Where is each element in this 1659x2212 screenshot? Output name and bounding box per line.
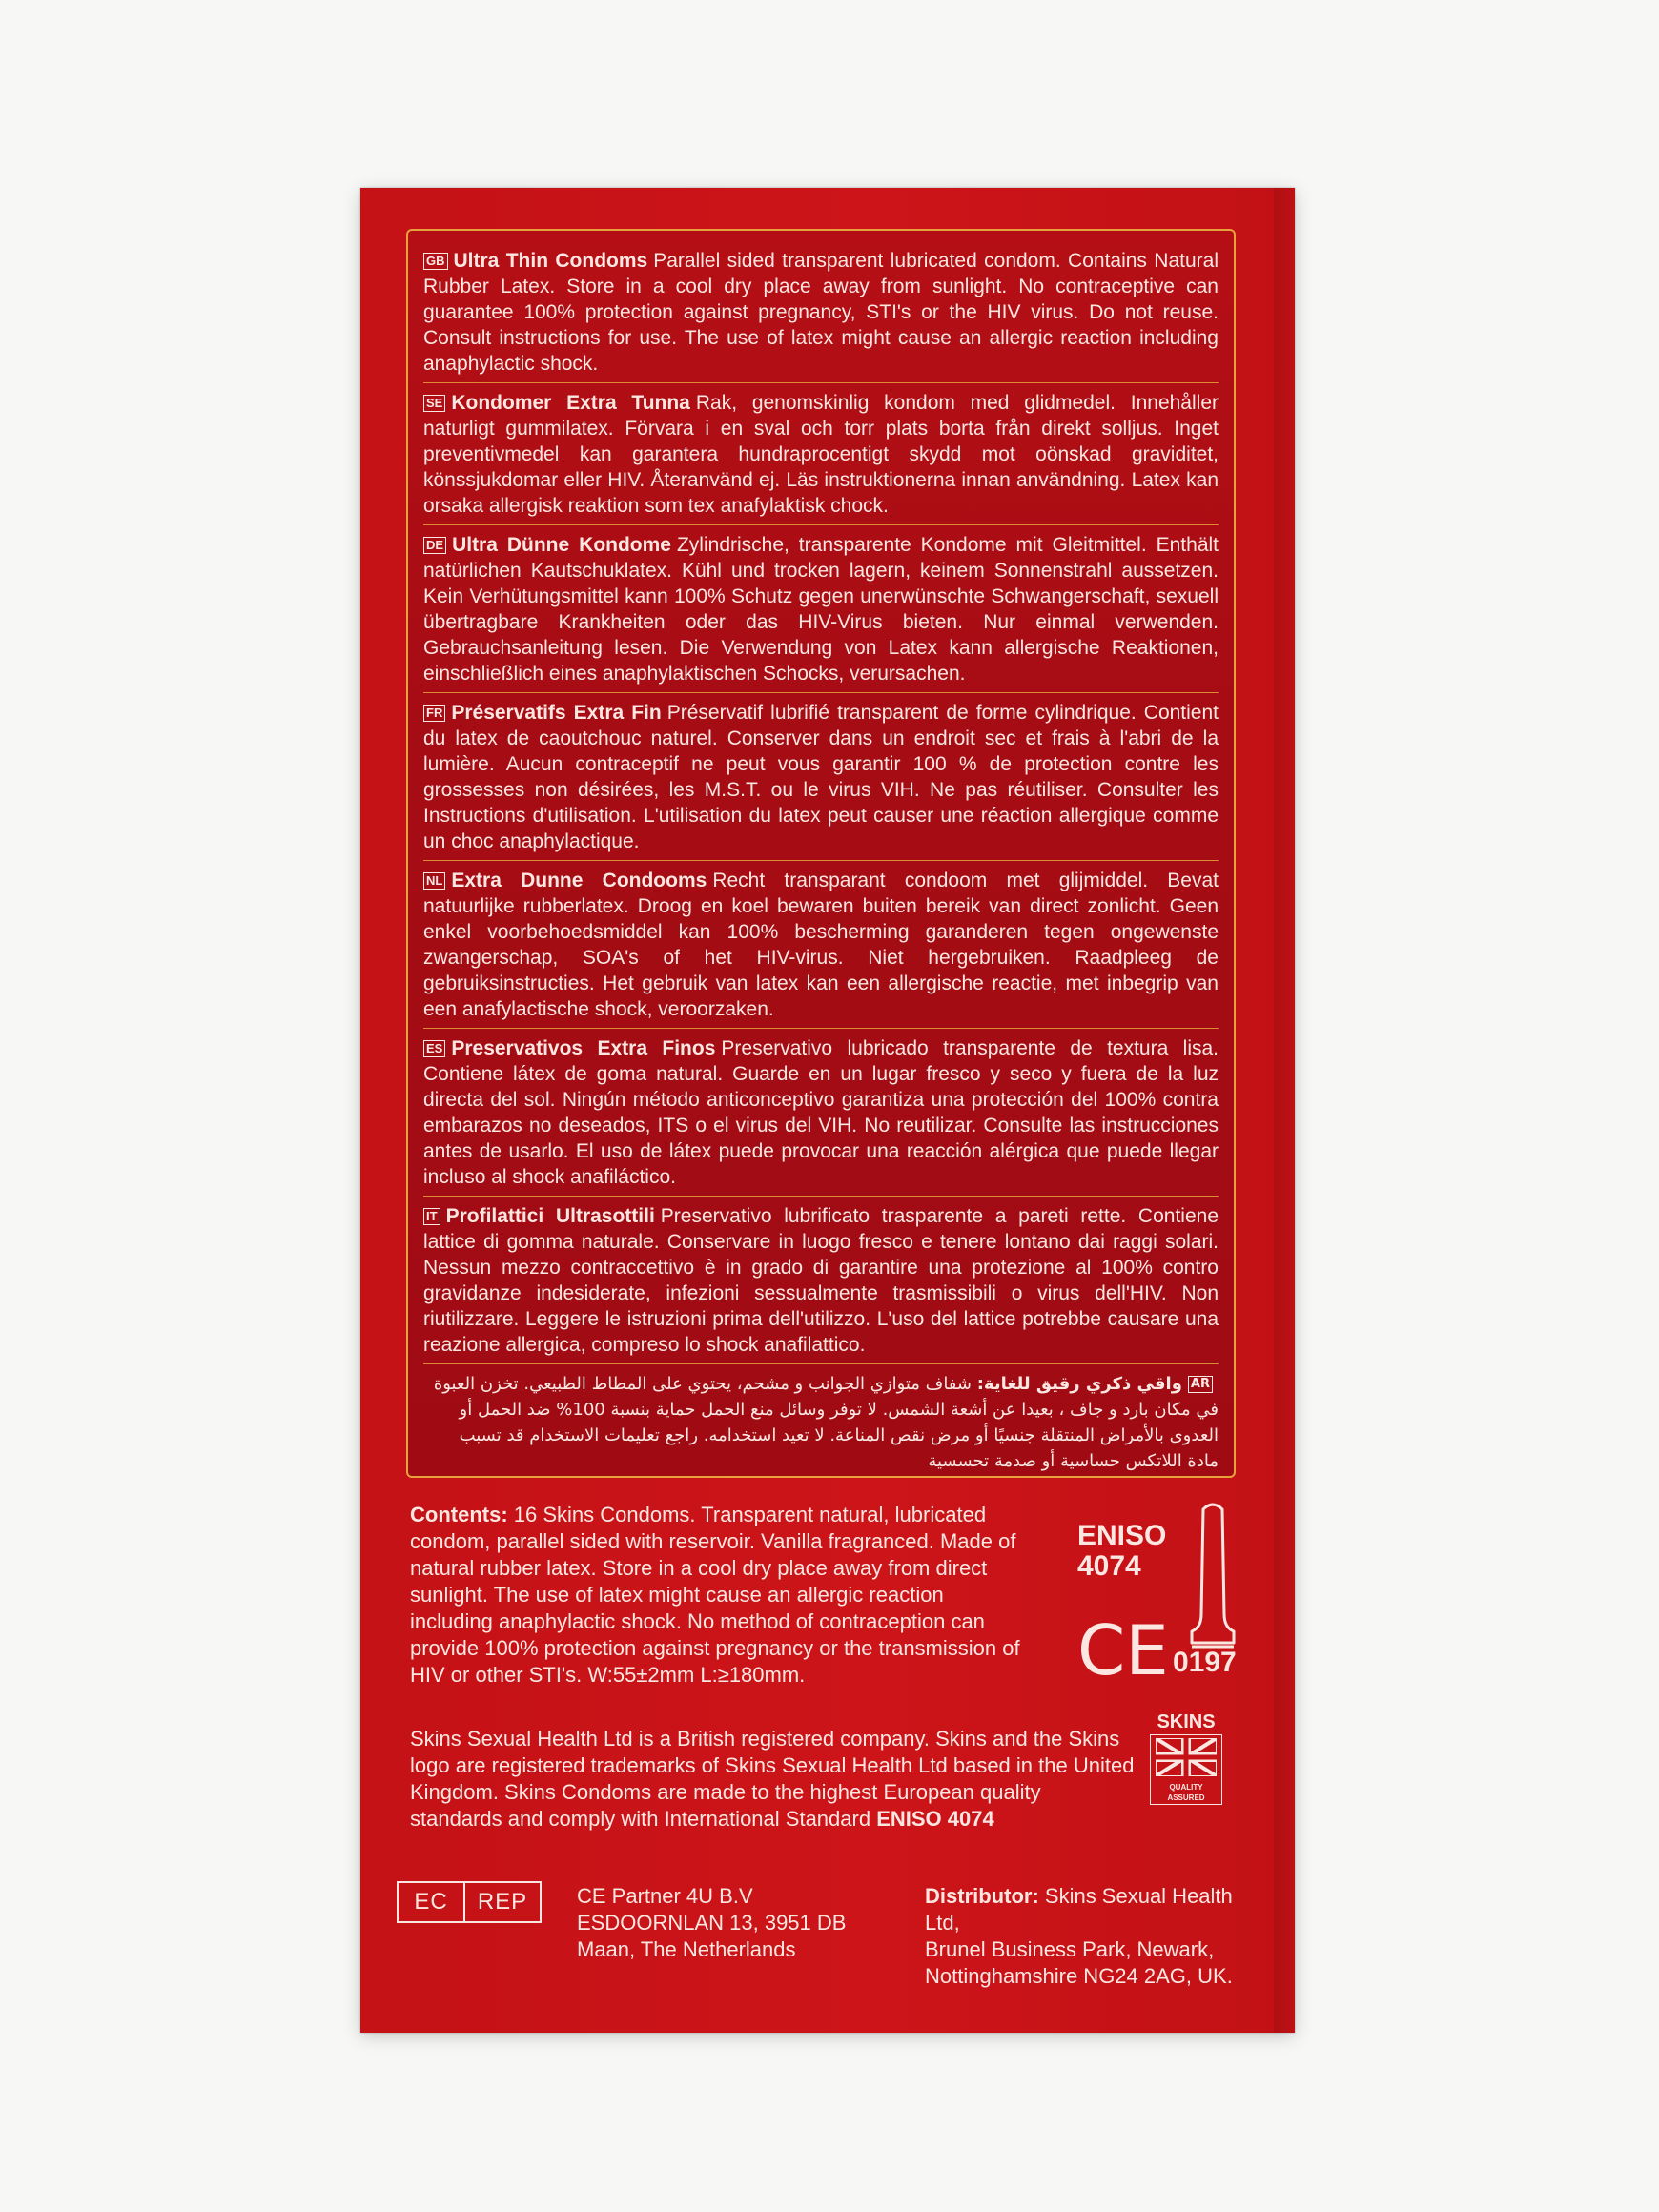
- union-flag-icon: [1156, 1738, 1217, 1776]
- lang-text-gb: Parallel sided transparent lubricated condom. Contains Natural Rubber Latex. Store in a cool dry place away from sunlight. No contraceptive can guarantee 100% protection against pregnancy, STI's or the HIV virus. Do not reuse. Consult instructions for use. The use of latex might cause an allergic reaction including anaphylactic shock.: [423, 250, 1219, 375]
- distributor-line-2: Brunel Business Park, Newark,: [925, 1937, 1215, 1961]
- lang-text-ar: شفاف متوازي الجوانب و مشحم، يحتوي على المطاط الطبيعي. تخزن العبوة في مكان بارد و جاف ، بعيدا عن أشعة الشمس. لا توفر وسائل منع الحمل حماية بنسبة 100% ضد الحمل أو العدوى بالأمراض المنتقلة جنسيًا أو مرض نقص المناعة. لا تعيد استخدامه. راجع تعليمات الاستخدام قد تسبب مادة اللاتكس حساسية أو صدمة تحسسية: [433, 1374, 1219, 1471]
- flag-code-de: DE: [423, 537, 446, 554]
- distributor-address: [925, 1883, 1249, 1990]
- lang-title-fr: Préservatifs Extra Fin: [451, 702, 662, 724]
- eniso-line-2: 4074: [1077, 1550, 1141, 1582]
- lang-block-gb: [423, 248, 1219, 383]
- lang-title-it: Profilattici Ultrasottili: [445, 1205, 655, 1227]
- lang-block-de: [423, 532, 1219, 693]
- legal-standard: ENISO 4074: [876, 1807, 994, 1831]
- contents-text: 16 Skins Condoms. Transparent natural, lubricated condom, parallel sided with reservoir. Vanilla fragranced. Made of natural rubber latex. Store in a cool dry place away from direct sunlight. The use of latex might cause an allergic reaction including anaphylactic shock. No method of contraception can provide 100% protection against pregnancy or the transmission of HIV or other STI's. W:55±2mm L:≥180mm.: [410, 1503, 1020, 1687]
- ce-mark-icon: CE: [1077, 1610, 1169, 1690]
- lang-text-se: Rak, genomskinlig kondom med glidmedel. Innehåller naturligt gummilatex. Förvara i en sval och torr plats borta från direkt solljus. Inget preventivmedel kan garantera hundraprocentigt skydd mot oönskad graviditet, könssjukdomar eller HIV. Återanvänd ej. Läs instruktionerna innan användning. Latex kan orsaka allergisk reaktion som tex anafylaktisk chock.: [423, 392, 1219, 517]
- flag-code-es: ES: [423, 1040, 445, 1057]
- distributor-line-3: Nottinghamshire NG24 2AG, UK.: [925, 1964, 1233, 1988]
- eniso-line-1: ENISO: [1077, 1520, 1167, 1551]
- rep-label: REP: [465, 1881, 542, 1923]
- badge-line-1: QUALITY: [1169, 1783, 1203, 1792]
- lang-block-nl: [423, 868, 1219, 1029]
- lang-block-fr: [423, 700, 1219, 861]
- badge-frame: [1150, 1734, 1222, 1805]
- eniso-standard-mark: [1077, 1521, 1201, 1582]
- flag-code-gb: GB: [423, 253, 448, 270]
- flag-code-nl: NL: [423, 872, 445, 890]
- lang-block-se: [423, 390, 1219, 525]
- lang-text-it: Preservativo lubrificato trasparente a pareti rette. Contiene lattice di gomma naturale. Conservare in luogo fresco e tenere lontano dai raggi solari. Nessun mezzo contraccettivo è in grado di garantire una protezione al 100% contro gravidanze indesiderate, infezioni sessualmente trasmissibili o virus dell'HIV. Non riutilizzare. Leggere le istruzioni prima dell'utilizzo. L'uso del lattice potrebbe causare una reazione allergica, compreso lo shock anafilattico.: [423, 1205, 1219, 1356]
- partner-line-3: Maan, The Netherlands: [577, 1937, 796, 1961]
- ce-partner-address: [577, 1883, 863, 1963]
- lang-text-de: Zylindrische, transparente Kondome mit Gleitmittel. Enthält natürlichen Kautschuklatex. Kühl und trocken lagern, keinem Sonnenstrahl aussetzen. Kein Verhütungsmittel kann 100% Schutz gegen unerwünschte Schwangerschaft, sexuell übertragbare Krankheiten oder das HIV-Virus bieten. Nur einmal verwenden. Gebrauchsanleitung lesen. Die Verwendung von Latex kann allergische Reaktionen, einschließlich eines anaphylaktischen Schocks, verursachen.: [423, 534, 1219, 685]
- partner-line-2: ESDOORNLAN 13, 3951 DB: [577, 1911, 847, 1935]
- lang-block-ar: [423, 1371, 1219, 1478]
- legal-paragraph: [410, 1726, 1135, 1833]
- flag-code-ar: AR: [1188, 1376, 1213, 1393]
- badge-brand: SKINS: [1157, 1711, 1216, 1732]
- lang-title-nl: Extra Dunne Condooms: [451, 870, 707, 891]
- lang-title-de: Ultra Dünne Kondome: [452, 534, 671, 556]
- ec-rep-symbol: [397, 1881, 542, 1923]
- skins-quality-badge: [1150, 1711, 1222, 1805]
- product-box: [360, 188, 1295, 2033]
- lang-text-es: Preservativo lubricado transparente de textura lisa. Contiene látex de goma natural. Guarde en un lugar fresco y seco y fuera de la luz directa del sol. Ningún método anticonceptivo garantiza una protección del 100% contra embarazos no deseados, ITS o el virus del VIH. No reutilizar. Consulte las instrucciones antes de usarlo. El uso de látex puede provocar una reacción alérgica que puede llegar incluso al shock anafiláctico.: [423, 1037, 1219, 1188]
- flag-code-it: IT: [423, 1208, 440, 1225]
- condom-outline-icon: [1190, 1502, 1236, 1659]
- lang-title-es: Preservativos Extra Finos: [451, 1037, 716, 1059]
- lang-text-fr: Préservatif lubrifié transparent de forme cylindrique. Contient du latex de caoutchouc naturel. Conserver dans un endroit sec et frais à l'abri de la lumière. Aucun contraceptif ne peut vous garantir 100 % de protection contre les grossesses non désirées, les M.S.T. ou le virus VIH. Ne pas réutiliser. Consulter les Instructions d'utilisation. L'utilisation du latex peut causer une réaction allergique comme un choc anaphylactique.: [423, 702, 1219, 852]
- contents-paragraph: [410, 1502, 1030, 1689]
- flag-code-se: SE: [423, 395, 445, 412]
- lang-title-gb: Ultra Thin Condoms: [453, 250, 648, 272]
- lang-title-ar: واقي ذكري رقيق للغاية:: [976, 1374, 1182, 1394]
- ce-notified-body-number: 0197: [1173, 1647, 1237, 1678]
- lang-text-nl: Recht transparant condoom met glijmiddel. Bevat natuurlijke rubberlatex. Droog en koel bewaren buiten bereik van direct zonlicht. Geen enkel voorbehoedsmiddel kan 100% bescherming garanderen tegen ongewenste zwangerschap, SOA's of het HIV-virus. Niet hergebruiken. Raadpleeg de gebruiksinstructies. Het gebruik van latex kan een allergische reactie, met inbegrip van een anafylactische shock, veroorzaken.: [423, 870, 1219, 1020]
- lang-block-es: [423, 1035, 1219, 1197]
- distributor-line-1: Skins Sexual Health Ltd,: [925, 1884, 1233, 1935]
- distributor-label: Distributor:: [925, 1884, 1039, 1908]
- badge-line-2: ASSURED: [1167, 1793, 1205, 1802]
- lang-title-se: Kondomer Extra Tunna: [451, 392, 690, 414]
- box-side-shading: [1274, 188, 1295, 2033]
- flag-code-fr: FR: [423, 705, 445, 722]
- multilingual-info-panel: [406, 229, 1236, 1478]
- legal-text: Skins Sexual Health Ltd is a British registered company. Skins and the Skins logo are registered trademarks of Skins Sexual Health Ltd based in the United Kingdom. Skins Condoms are made to the highest European quality standards and comply with International Standard: [410, 1727, 1135, 1831]
- lang-block-it: [423, 1203, 1219, 1364]
- partner-line-1: CE Partner 4U B.V: [577, 1884, 753, 1908]
- contents-label: Contents:: [410, 1503, 508, 1526]
- ec-label: EC: [397, 1881, 465, 1923]
